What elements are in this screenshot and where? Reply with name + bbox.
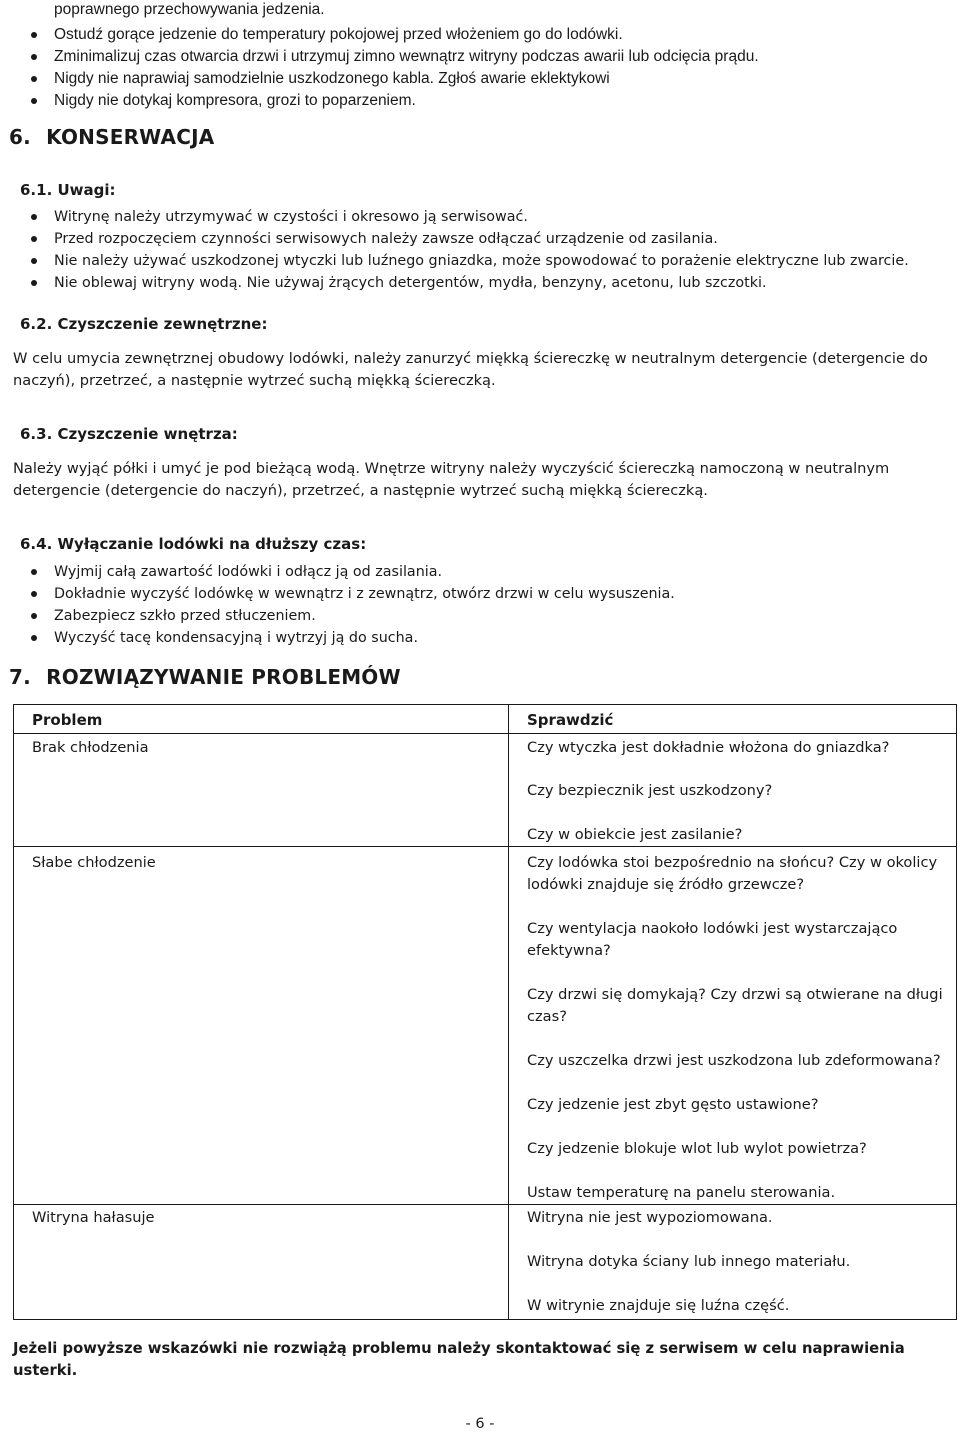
section-7-heading: 7. ROZWIĄZYWANIE PROBLEMÓW: [9, 665, 401, 689]
section-6-1-heading: 6.1. Uwagi:: [20, 181, 116, 199]
check-item: Czy jedzenie blokuje wlot lub wylot powietrza?: [527, 1140, 867, 1157]
check-item: W witrynie znajduje się luźna część.: [527, 1297, 790, 1314]
section-6-3-text: Należy wyjąć półki i umyć je pod bieżącą wodą. Wnętrze witryny należy wyczyścić ściereczką namoczoną w neutralnym detergencie (detergencie do naczyń), przetrzeć, a następnie wytrzeć suchą miękką ściereczką.: [13, 460, 890, 499]
bullet-icon: [31, 613, 37, 619]
check-item: Czy drzwi się domykają? Czy drzwi są otwierane na długi czas?: [527, 986, 943, 1025]
list-item: Zabezpiecz szkło przed stłuczeniem.: [0, 605, 675, 627]
column-header-problem: Problem: [32, 711, 103, 729]
check-item: Czy uszczelka drzwi jest uszkodzona lub zdeformowana?: [527, 1052, 941, 1069]
check-cell: [509, 734, 957, 847]
bullet-icon: [31, 236, 37, 242]
check-cell: [509, 1205, 957, 1320]
intro-bullet-list: [0, 24, 759, 112]
bullet-icon: [31, 258, 37, 264]
check-item: Czy lodówka stoi bezpośrednio na słońcu? Czy w okolicy lodówki znajduje się źródło grzewcze?: [527, 854, 938, 893]
bullet-icon: [31, 98, 37, 104]
check-item: Czy jedzenie jest zbyt gęsto ustawione?: [527, 1096, 819, 1113]
section-6-2-heading: 6.2. Czyszczenie zewnętrzne:: [20, 315, 268, 333]
list-item: Przed rozpoczęciem czynności serwisowych należy zawsze odłączać urządzenie od zasilania.: [0, 228, 909, 250]
list-item: Witrynę należy utrzymywać w czystości i okresowo ją serwisować.: [0, 206, 909, 228]
bullet-icon: [31, 32, 37, 38]
section-6-4-bullet-list: [0, 561, 675, 649]
check-item: Witryna nie jest wypoziomowana.: [527, 1209, 773, 1226]
list-item: Zminimalizuj czas otwarcia drzwi i utrzymuj zimno wewnątrz witryny podczas awarii lub odcięcia prądu.: [0, 46, 759, 68]
problem-cell: [14, 734, 509, 847]
check-item: Ustaw temperaturę na panelu sterowania.: [527, 1184, 836, 1201]
intro-first-line: poprawnego przechowywania jedzenia.: [54, 1, 325, 18]
check-item: Czy w obiekcie jest zasilanie?: [527, 826, 743, 843]
problem-label: Brak chłodzenia: [32, 739, 149, 756]
bullet-icon: [31, 214, 37, 220]
header-check-cell: [509, 705, 957, 734]
list-item: Ostudź gorące jedzenie do temperatury pokojowej przed włożeniem go do lodówki.: [0, 24, 759, 46]
bullet-icon: [31, 591, 37, 597]
bullet-icon: [31, 54, 37, 60]
check-cell: [509, 847, 957, 1205]
problem-cell: [14, 847, 509, 1205]
table-row: [14, 734, 957, 847]
bullet-icon: [31, 76, 37, 82]
bullet-icon: [31, 280, 37, 286]
list-item: Wyjmij całą zawartość lodówki i odłącz ją od zasilania.: [0, 561, 675, 583]
list-item: Dokładnie wyczyść lodówkę w wewnątrz i z zewnątrz, otwórz drzwi w celu wysuszenia.: [0, 583, 675, 605]
page-number: - 6 -: [465, 1416, 495, 1432]
check-item: Czy bezpiecznik jest uszkodzony?: [527, 782, 773, 799]
table-row: [14, 847, 957, 1205]
check-item: Witryna dotyka ściany lub innego materiału.: [527, 1253, 851, 1270]
problem-cell: [14, 1205, 509, 1320]
list-item: Wyczyść tacę kondensacyjną i wytrzyj ją do sucha.: [0, 627, 675, 649]
troubleshooting-table: [13, 704, 957, 1320]
problem-label: Witryna hałasuje: [32, 1209, 155, 1226]
header-problem-cell: [14, 705, 509, 734]
bullet-icon: [31, 635, 37, 641]
list-item: Nigdy nie dotykaj kompresora, grozi to poparzeniem.: [0, 90, 759, 112]
section-6-2-text: W celu umycia zewnętrznej obudowy lodówki, należy zanurzyć miękką ściereczkę w neutralnym detergencie (detergencie do naczyń), przetrzeć, a następnie wytrzeć suchą miękką ściereczką.: [13, 350, 928, 389]
list-item: Nigdy nie naprawiaj samodzielnie uszkodzonego kabla. Zgłoś awarie eklektykowi: [0, 68, 759, 90]
section-6-1-bullet-list: [0, 206, 909, 294]
table-row: [14, 1205, 957, 1320]
contact-service-note: Jeżeli powyższe wskazówki nie rozwiążą problemu należy skontaktować się z serwisem w celu naprawienia usterki.: [13, 1340, 905, 1379]
section-6-4-heading: 6.4. Wyłączanie lodówki na dłuższy czas:: [20, 535, 367, 553]
check-item: Czy wentylacja naokoło lodówki jest wystarczająco efektywna?: [527, 920, 898, 959]
section-6-heading: 6. KONSERWACJA: [9, 125, 215, 149]
bullet-icon: [31, 569, 37, 575]
table-header-row: [14, 705, 957, 734]
problem-label: Słabe chłodzenie: [32, 854, 156, 871]
list-item: Nie należy używać uszkodzonej wtyczki lub luźnego gniazdka, może spowodować to porażenie elektryczne lub zwarcie.: [0, 250, 909, 272]
list-item: Nie oblewaj witryny wodą. Nie używaj żrących detergentów, mydła, benzyny, acetonu, lub szczotki.: [0, 272, 909, 294]
section-6-3-heading: 6.3. Czyszczenie wnętrza:: [20, 425, 238, 443]
check-item: Czy wtyczka jest dokładnie włożona do gniazdka?: [527, 739, 890, 756]
column-header-check: Sprawdzić: [527, 711, 614, 729]
